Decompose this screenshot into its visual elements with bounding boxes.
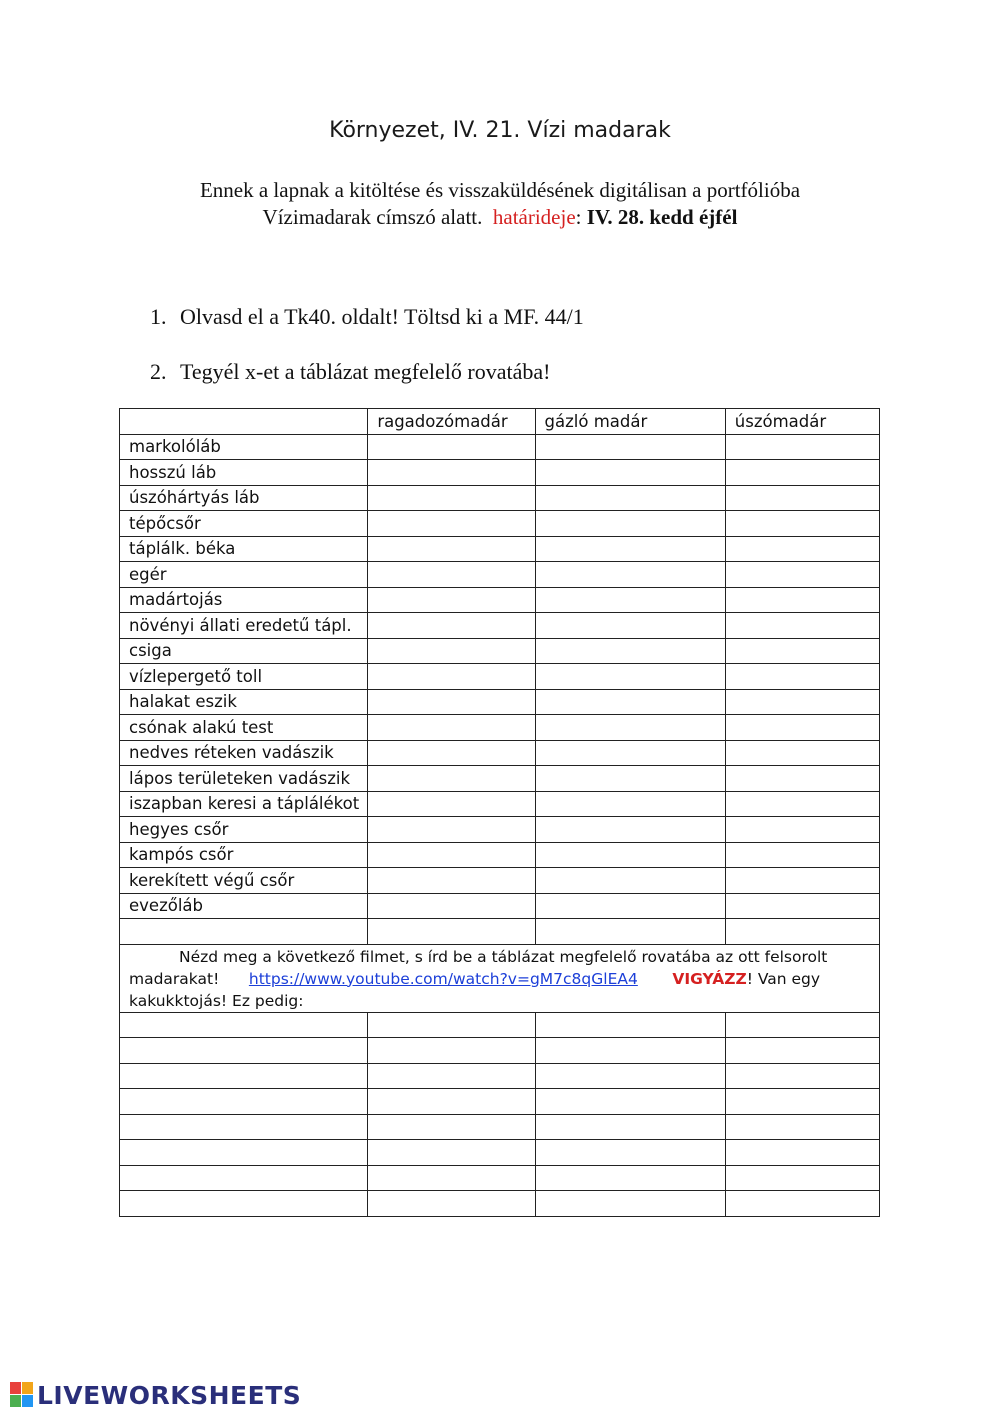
row-label: halakat eszik [120,689,368,715]
answer-cell[interactable] [368,587,535,613]
table-row [120,562,880,588]
answer-cell[interactable] [725,587,879,613]
row-label: hegyes csőr [120,817,368,843]
answer-cell[interactable] [725,638,879,664]
answer-cell[interactable] [535,664,725,690]
answer-cell[interactable] [120,1012,368,1038]
deadline-colon: : [575,205,582,229]
table-row [120,485,880,511]
page-title: Környezet, IV. 21. Vízi madarak [329,118,671,143]
warning-label: VIGYÁZZ [672,969,747,988]
table-row [120,842,880,868]
answer-cell[interactable] [368,715,535,741]
answer-cell[interactable] [368,868,535,894]
table-row [120,664,880,690]
table-row [120,791,880,817]
answer-cell[interactable] [725,562,879,588]
answer-cell[interactable] [725,868,879,894]
answer-cell[interactable] [535,893,725,919]
answer-cell[interactable] [725,1063,879,1089]
table-row [120,638,880,664]
answer-cell[interactable] [120,1063,368,1089]
table-header-row [120,409,880,435]
blank-row [120,1012,880,1038]
answer-cell[interactable] [725,766,879,792]
answer-cell[interactable] [368,1038,535,1064]
answer-cell[interactable] [535,715,725,741]
row-label: táplálk. béka [120,536,368,562]
answer-cell[interactable] [725,664,879,690]
answer-cell[interactable] [535,1012,725,1038]
row-label: evezőláb [120,893,368,919]
answer-cell[interactable] [725,1012,879,1038]
answer-cell[interactable] [535,434,725,460]
table-row [120,919,880,945]
answer-cell[interactable] [368,766,535,792]
answer-cell[interactable] [535,485,725,511]
row-label: kampós csőr [120,842,368,868]
answer-cell[interactable] [535,1063,725,1089]
answer-cell[interactable] [535,536,725,562]
answer-cell[interactable] [368,1063,535,1089]
answer-cell[interactable] [368,511,535,537]
task-number: 2. [150,359,167,384]
answer-cell[interactable] [120,1191,368,1217]
answer-cell[interactable] [368,842,535,868]
task-text: Tegyél x-et a táblázat megfelelő rovatába! [180,359,551,384]
answer-cell[interactable] [535,919,725,945]
answer-cell[interactable] [725,1191,879,1217]
liveworksheets-logo [10,1381,301,1409]
row-label: kerekített végű csőr [120,868,368,894]
row-label: úszóhártyás láb [120,485,368,511]
answer-cell[interactable] [535,740,725,766]
task-1 [150,304,584,330]
answer-cell[interactable] [368,638,535,664]
answer-cell[interactable] [368,689,535,715]
answer-cell[interactable] [725,1114,879,1140]
video-instruction-row [120,944,880,1012]
table-row [120,613,880,639]
table-row [120,766,880,792]
answer-cell[interactable] [368,562,535,588]
youtube-link[interactable]: https://www.youtube.com/watch?v=gM7c8qGlEA4 [248,969,638,988]
table-row [120,817,880,843]
answer-cell[interactable] [535,1089,725,1115]
answer-cell[interactable] [535,1165,725,1191]
table-row [120,434,880,460]
answer-cell[interactable] [368,460,535,486]
answer-cell[interactable] [535,460,725,486]
row-label: tépőcsőr [120,511,368,537]
answer-cell[interactable] [368,613,535,639]
answer-cell[interactable] [120,1038,368,1064]
warning-text: ! Van egy kakukktojás! Ez pedig: [129,969,821,1010]
answer-cell[interactable] [535,842,725,868]
answer-cell[interactable] [535,562,725,588]
blank-row [120,1165,880,1191]
answer-cell[interactable] [725,1089,879,1115]
answer-cell[interactable] [725,919,879,945]
task-text: Olvasd el a Tk40. oldalt! Töltsd ki a MF. 44/1 [180,304,584,329]
answer-cell[interactable] [535,613,725,639]
answer-cell[interactable] [120,1114,368,1140]
row-label: növényi állati eredetű tápl. [120,613,368,639]
answer-cell[interactable] [368,919,535,945]
blank-row [120,1089,880,1115]
task-number: 1. [150,304,167,329]
answer-cell[interactable] [725,893,879,919]
answer-cell[interactable] [725,740,879,766]
bird-classification-table [119,408,880,1217]
column-header: úszómadár [725,409,879,435]
table-row [120,893,880,919]
table-row [120,689,880,715]
logo-text: LIVEWORKSHEETS [37,1380,302,1410]
answer-cell[interactable] [725,791,879,817]
column-header: gázló madár [535,409,725,435]
row-label: markolóláb [120,434,368,460]
table-row [120,740,880,766]
answer-cell[interactable] [725,511,879,537]
liveworksheets-logo-icon [10,1382,34,1408]
answer-cell[interactable] [725,715,879,741]
answer-cell[interactable] [368,1191,535,1217]
answer-cell[interactable] [725,842,879,868]
table-row [120,587,880,613]
answer-cell[interactable] [368,664,535,690]
blank-row [120,1191,880,1217]
answer-cell[interactable] [725,434,879,460]
column-header: ragadozómadár [368,409,535,435]
answer-cell[interactable] [725,817,879,843]
answer-cell[interactable] [368,817,535,843]
intro-line-1: Ennek a lapnak a kitöltése és visszaküldésének digitálisan a portfólióba [199,178,801,202]
table-row [120,868,880,894]
row-label: lápos területeken vadászik [120,766,368,792]
answer-cell[interactable] [368,791,535,817]
answer-cell[interactable] [535,1140,725,1166]
answer-cell[interactable] [725,613,879,639]
row-label: iszapban keresi a táplálékot [120,791,368,817]
row-label: hosszú láb [120,460,368,486]
intro-text [0,177,1000,231]
row-label: nedves réteken vadászik [120,740,368,766]
answer-cell[interactable] [535,868,725,894]
answer-cell[interactable] [120,1165,368,1191]
table-row [120,511,880,537]
answer-cell[interactable] [368,1165,535,1191]
answer-cell[interactable] [535,1114,725,1140]
answer-cell[interactable] [368,485,535,511]
column-header [120,409,368,435]
row-label: vízlepergető toll [120,664,368,690]
answer-cell[interactable] [535,791,725,817]
answer-cell[interactable] [535,817,725,843]
answer-cell[interactable] [725,1140,879,1166]
row-label: csiga [120,638,368,664]
instruction-text: Nézd meg a következő filmet, s írd be a táblázat megfelelő rovatába az ott felsorolt madarakat! [129,947,828,988]
answer-cell[interactable] [535,511,725,537]
intro-line-2-prefix: Vízimadarak címszó alatt. [262,205,483,229]
intro-line-2 [0,204,1000,231]
answer-cell[interactable] [725,485,879,511]
answer-cell[interactable] [725,1038,879,1064]
answer-cell[interactable] [368,536,535,562]
answer-cell[interactable] [725,1165,879,1191]
answer-cell[interactable] [725,460,879,486]
task-2 [150,359,550,385]
answer-cell[interactable] [368,893,535,919]
answer-cell[interactable] [535,638,725,664]
answer-cell[interactable] [535,689,725,715]
answer-cell[interactable] [368,1140,535,1166]
blank-row [120,1140,880,1166]
answer-cell[interactable] [368,740,535,766]
row-label: csónak alakú test [120,715,368,741]
blank-row [120,1114,880,1140]
answer-cell[interactable] [120,1089,368,1115]
row-label [120,919,368,945]
answer-cell[interactable] [725,536,879,562]
table-row [120,460,880,486]
answer-cell[interactable] [535,766,725,792]
answer-cell[interactable] [368,434,535,460]
answer-cell[interactable] [368,1012,535,1038]
row-label: madártojás [120,587,368,613]
answer-cell[interactable] [368,1114,535,1140]
answer-cell[interactable] [725,689,879,715]
table-row [120,715,880,741]
row-label: egér [120,562,368,588]
table-row [120,536,880,562]
answer-cell[interactable] [535,1038,725,1064]
answer-cell[interactable] [535,1191,725,1217]
blank-row [120,1038,880,1064]
video-instruction [120,944,880,1012]
blank-row [120,1063,880,1089]
answer-cell[interactable] [535,587,725,613]
answer-cell[interactable] [368,1089,535,1115]
answer-cell[interactable] [120,1140,368,1166]
deadline-value: IV. 28. kedd éjfél [586,205,738,229]
deadline-label: határideje [492,205,576,229]
